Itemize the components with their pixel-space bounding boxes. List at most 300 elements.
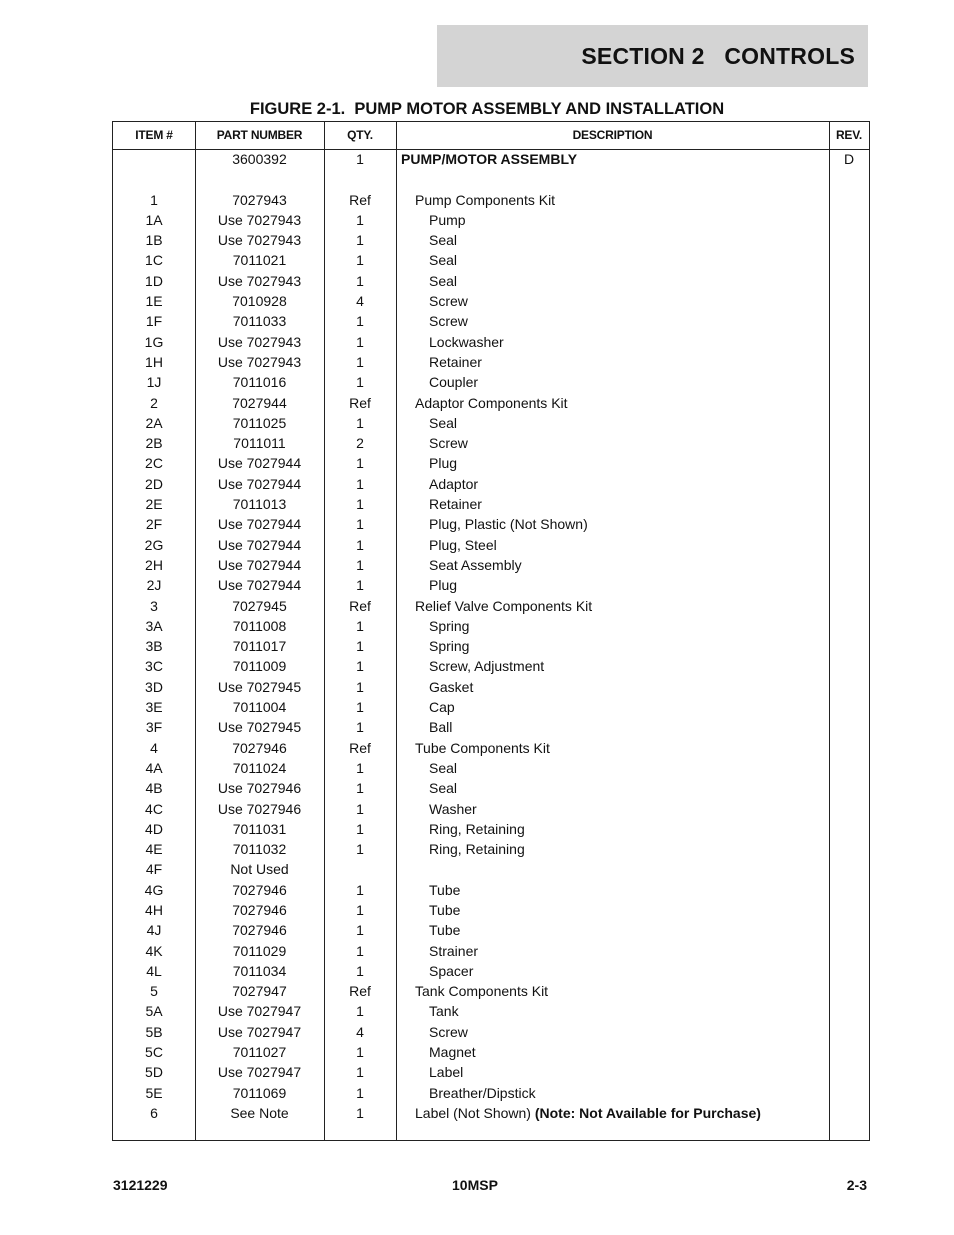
header-part-number: PART NUMBER	[216, 128, 303, 142]
revision	[829, 555, 869, 575]
description-text: Breather/Dipstick	[429, 1084, 536, 1101]
part-number: 7027947	[232, 983, 287, 1000]
header-description: DESCRIPTION	[572, 128, 653, 142]
description-text: Screw	[429, 313, 468, 330]
revision	[829, 616, 869, 636]
description-text: Retainer	[429, 496, 482, 513]
description	[401, 1001, 857, 1021]
part-number: Use 7027945	[217, 678, 302, 695]
quantity: 1	[356, 496, 364, 513]
revision	[829, 920, 869, 940]
item-number	[113, 169, 195, 189]
revision	[829, 1083, 869, 1103]
revision	[829, 981, 869, 1001]
table-row	[113, 1042, 869, 1062]
item-number: 3E	[145, 699, 163, 716]
quantity: 1	[356, 516, 364, 533]
description	[401, 271, 857, 291]
part-number: Use 7027945	[217, 719, 302, 736]
description-text: Plug	[429, 455, 458, 472]
description-text: Washer	[429, 800, 477, 817]
revision	[829, 311, 869, 331]
revision	[829, 900, 869, 920]
item-number: 4L	[146, 962, 162, 979]
revision	[829, 352, 869, 372]
table-row	[113, 250, 869, 270]
part-number: Use 7027947	[217, 1064, 302, 1081]
description	[401, 981, 843, 1001]
quantity: 1	[356, 759, 364, 776]
description	[401, 839, 857, 859]
table-row	[113, 433, 869, 453]
description	[401, 819, 857, 839]
description	[401, 332, 857, 352]
table-row	[113, 332, 869, 352]
description-text: Ring, Retaining	[429, 820, 525, 837]
revision	[829, 1062, 869, 1082]
revision	[829, 941, 869, 961]
revision	[829, 596, 869, 616]
table-row	[113, 636, 869, 656]
description-text: Seal	[429, 232, 458, 249]
quantity: 1	[356, 1003, 364, 1020]
description	[401, 738, 843, 758]
footer-model: 10MSP	[452, 1177, 498, 1193]
description	[401, 190, 843, 210]
item-number: 4K	[145, 942, 163, 959]
description-text: Gasket	[429, 678, 474, 695]
description-text: Screw	[429, 293, 468, 310]
item-number: 2F	[145, 516, 163, 533]
description-text: Pump	[429, 211, 466, 228]
description-text: Tube Components Kit	[415, 739, 550, 756]
item-number: 1J	[146, 374, 162, 391]
table-row	[113, 717, 869, 737]
table-row	[113, 1083, 869, 1103]
quantity: 1	[356, 699, 364, 716]
item-number: 4J	[146, 922, 162, 939]
revision	[829, 169, 869, 189]
part-number: 7027946	[232, 922, 287, 939]
revision	[829, 717, 869, 737]
quantity: 1	[356, 820, 364, 837]
quantity: 1	[356, 1104, 364, 1121]
quantity: 1	[356, 678, 364, 695]
item-number: 2H	[145, 556, 163, 573]
revision	[829, 250, 869, 270]
description	[401, 1083, 857, 1103]
revision	[829, 819, 869, 839]
quantity	[324, 859, 396, 879]
description-text: Seal	[429, 759, 458, 776]
table-row	[113, 961, 869, 981]
part-number: 7011033	[232, 313, 287, 330]
header-rev: REV.	[835, 128, 863, 142]
revision	[829, 799, 869, 819]
item-number: 4D	[145, 820, 163, 837]
item-number: 4H	[145, 901, 163, 918]
part-number: Use 7027944	[217, 577, 302, 594]
part-number: 7011031	[232, 820, 287, 837]
item-number: 1D	[145, 272, 163, 289]
description	[401, 250, 857, 270]
revision	[829, 1022, 869, 1042]
part-number: Use 7027944	[217, 516, 302, 533]
quantity: 1	[356, 942, 364, 959]
revision	[829, 190, 869, 210]
description	[401, 311, 857, 331]
description-text: Label (Not Shown)	[415, 1104, 535, 1121]
part-number: Use 7027944	[217, 536, 302, 553]
section-title: SECTION 2 CONTROLS	[581, 42, 855, 69]
item-number: 3C	[145, 658, 163, 675]
quantity: 4	[356, 293, 364, 310]
item-number: 4B	[145, 780, 163, 797]
table-row	[113, 596, 869, 616]
item-number: 3	[150, 597, 158, 614]
revision	[829, 697, 869, 717]
description-text: Strainer	[429, 942, 479, 959]
part-number: 7027945	[232, 597, 287, 614]
item-number: 3F	[145, 719, 163, 736]
quantity: 1	[356, 1064, 364, 1081]
table-row	[113, 981, 869, 1001]
description-text: Plug, Plastic (Not Shown)	[429, 516, 588, 533]
quantity: 1	[356, 272, 364, 289]
revision	[829, 656, 869, 676]
table-row	[113, 535, 869, 555]
table-row	[113, 453, 869, 473]
header-item: ITEM #	[135, 128, 173, 142]
description-text: Label	[429, 1064, 464, 1081]
table-row	[113, 169, 869, 189]
quantity: Ref	[349, 394, 371, 411]
part-number: 7011016	[232, 374, 287, 391]
description-text: Plug	[429, 577, 458, 594]
part-number	[195, 169, 324, 189]
description-text: Tank	[429, 1003, 459, 1020]
description-text: Cap	[429, 699, 455, 716]
revision	[829, 1001, 869, 1021]
revision	[829, 413, 869, 433]
description	[401, 778, 857, 798]
description-text: Retainer	[429, 353, 482, 370]
revision	[829, 859, 869, 879]
item-number: 2J	[146, 577, 162, 594]
quantity: 1	[356, 638, 364, 655]
item-number: 3A	[145, 617, 163, 634]
description-text: Ball	[429, 719, 453, 736]
description	[401, 1062, 857, 1082]
part-number: Use 7027944	[217, 556, 302, 573]
quantity: 2	[356, 435, 364, 452]
quantity: 1	[356, 374, 364, 391]
part-number: 7011017	[232, 638, 287, 655]
table-row	[113, 311, 869, 331]
quantity: 1	[356, 313, 364, 330]
part-number: 7027943	[232, 191, 287, 208]
table-row	[113, 372, 869, 392]
quantity: Ref	[349, 597, 371, 614]
description	[401, 575, 857, 595]
item-number: 2	[150, 394, 158, 411]
table-row	[113, 210, 869, 230]
description-text: Magnet	[429, 1044, 476, 1061]
quantity: 1	[356, 1084, 364, 1101]
description	[401, 677, 857, 697]
description	[401, 1042, 857, 1062]
revision	[829, 433, 869, 453]
revision	[829, 210, 869, 230]
part-number: 7011011	[233, 435, 286, 452]
table-row	[113, 1062, 869, 1082]
quantity: 1	[356, 962, 364, 979]
table-row	[113, 738, 869, 758]
item-number: 1B	[145, 232, 163, 249]
table-row	[113, 149, 869, 169]
table-row	[113, 271, 869, 291]
quantity: 1	[356, 800, 364, 817]
part-number: Use 7027944	[217, 455, 302, 472]
part-number: Use 7027943	[217, 232, 302, 249]
table-row	[113, 575, 869, 595]
part-number: 7011025	[232, 414, 287, 431]
description-text: Tank Components Kit	[415, 983, 549, 1000]
table-row	[113, 656, 869, 676]
description-text: Seal	[429, 414, 458, 431]
table-row	[113, 474, 869, 494]
revision	[829, 636, 869, 656]
description-text: Ring, Retaining	[429, 841, 525, 858]
revision	[829, 514, 869, 534]
description	[401, 149, 829, 169]
item-number: 1H	[145, 353, 163, 370]
part-number: 7027946	[232, 901, 287, 918]
revision	[829, 738, 869, 758]
revision	[829, 494, 869, 514]
table-row	[113, 941, 869, 961]
item-number: 4C	[145, 800, 163, 817]
quantity: 1	[356, 577, 364, 594]
revision	[829, 271, 869, 291]
quantity: Ref	[349, 983, 371, 1000]
description	[401, 413, 857, 433]
part-number: 7011021	[232, 252, 287, 269]
table-row	[113, 677, 869, 697]
description	[401, 799, 857, 819]
part-number: 7027944	[232, 394, 287, 411]
item-number: 5A	[145, 1003, 163, 1020]
item-number: 5C	[145, 1044, 163, 1061]
revision	[829, 778, 869, 798]
description-text: Screw	[429, 1023, 468, 1040]
part-number: Use 7027946	[217, 800, 302, 817]
table-row	[113, 839, 869, 859]
description	[401, 859, 857, 879]
table-row	[113, 697, 869, 717]
item-number: 5B	[145, 1023, 163, 1040]
description	[401, 717, 857, 737]
part-number: 7011013	[232, 496, 287, 513]
quantity: 1	[356, 841, 364, 858]
description-text: Screw, Adjustment	[429, 658, 545, 675]
part-number: 7011009	[232, 658, 287, 675]
item-number: 2D	[145, 475, 163, 492]
item-number: 2C	[145, 455, 163, 472]
part-number: Not Used	[230, 861, 289, 878]
part-number: 7011008	[232, 617, 287, 634]
description	[401, 230, 857, 250]
description	[401, 169, 829, 189]
item-number: 2G	[144, 536, 164, 553]
quantity: Ref	[349, 191, 371, 208]
footer-doc-number: 3121229	[113, 1177, 168, 1193]
description-text: Coupler	[429, 374, 479, 391]
item-number: 5	[150, 983, 158, 1000]
part-number: Use 7027944	[217, 475, 302, 492]
part-number: 7011029	[232, 942, 287, 959]
revision: D	[843, 151, 855, 167]
table-row	[113, 758, 869, 778]
part-number: Use 7027946	[217, 780, 302, 797]
description	[401, 453, 857, 473]
quantity: 1	[356, 252, 364, 269]
item-number	[113, 149, 195, 169]
description	[401, 961, 857, 981]
description	[401, 555, 857, 575]
item-number: 2B	[145, 435, 163, 452]
revision	[829, 677, 869, 697]
quantity: 1	[356, 333, 364, 350]
description	[401, 210, 857, 230]
quantity: 1	[356, 719, 364, 736]
item-number: 1	[150, 191, 158, 208]
quantity: 1	[356, 232, 364, 249]
table-row	[113, 819, 869, 839]
description-text: Tube	[429, 901, 461, 918]
description-text: Spring	[429, 617, 470, 634]
part-number: Use 7027943	[217, 333, 302, 350]
revision	[829, 230, 869, 250]
description-text: Spring	[429, 638, 470, 655]
item-number: 3B	[145, 638, 163, 655]
table-row	[113, 859, 869, 879]
part-number: See Note	[230, 1104, 289, 1121]
description	[401, 616, 857, 636]
item-number: 5D	[145, 1064, 163, 1081]
figure-title: FIGURE 2-1. PUMP MOTOR ASSEMBLY AND INSTALLATION	[249, 100, 725, 118]
revision	[829, 839, 869, 859]
quantity: 1	[356, 658, 364, 675]
quantity: 1	[356, 414, 364, 431]
revision	[829, 961, 869, 981]
revision	[829, 535, 869, 555]
part-number: 7011032	[232, 841, 287, 858]
description	[401, 880, 857, 900]
section-header	[437, 25, 868, 87]
table-row	[113, 514, 869, 534]
part-number: 7011027	[232, 1044, 287, 1061]
part-number: Use 7027947	[217, 1023, 302, 1040]
part-number: 7011024	[232, 759, 287, 776]
table-row	[113, 230, 869, 250]
table-row	[113, 494, 869, 514]
description-note: (Note: Not Available for Purchase)	[534, 1104, 761, 1121]
item-number: 5E	[145, 1084, 163, 1101]
description	[401, 433, 857, 453]
description-text: Lockwasher	[429, 333, 504, 350]
description	[401, 697, 857, 717]
description-text: Relief Valve Components Kit	[415, 597, 593, 614]
footer-page-number: 2-3	[846, 1177, 867, 1193]
quantity: 1	[356, 536, 364, 553]
revision	[829, 453, 869, 473]
quantity: 1	[356, 556, 364, 573]
parts-table	[112, 121, 870, 1141]
item-number: 1G	[144, 333, 164, 350]
quantity: 1	[356, 881, 364, 898]
description	[401, 291, 857, 311]
table-row	[113, 555, 869, 575]
revision	[829, 758, 869, 778]
item-number: 4E	[145, 841, 163, 858]
description	[401, 900, 857, 920]
description	[401, 535, 857, 555]
item-number: 1E	[145, 293, 163, 310]
item-number: 2A	[145, 414, 163, 431]
description	[401, 596, 843, 616]
description-text: Adaptor	[429, 475, 479, 492]
table-row	[113, 1001, 869, 1021]
quantity: 1	[356, 475, 364, 492]
revision	[829, 575, 869, 595]
part-number: 7027946	[232, 881, 287, 898]
part-number: Use 7027943	[217, 272, 302, 289]
table-body	[113, 149, 869, 1123]
table-row	[113, 778, 869, 798]
quantity: 1	[356, 353, 364, 370]
quantity	[324, 169, 396, 189]
description	[401, 372, 857, 392]
part-number: Use 7027947	[217, 1003, 302, 1020]
description	[401, 494, 857, 514]
part-number: 7011004	[232, 699, 287, 716]
item-number: 3D	[145, 678, 163, 695]
revision	[829, 1042, 869, 1062]
description	[401, 656, 857, 676]
description-text: Seal	[429, 252, 458, 269]
item-number: 6	[150, 1104, 158, 1121]
description-text: Spacer	[429, 962, 474, 979]
item-number: 4F	[145, 861, 163, 878]
quantity: 1	[356, 901, 364, 918]
description-text: Adaptor Components Kit	[415, 394, 568, 411]
table-row	[113, 291, 869, 311]
description-text: Pump Components Kit	[415, 191, 556, 208]
table-row	[113, 880, 869, 900]
description-text: Screw	[429, 435, 468, 452]
part-number: Use 7027943	[217, 211, 302, 228]
quantity: Ref	[349, 739, 371, 756]
description-text: Seat Assembly	[429, 556, 522, 573]
table-row	[113, 352, 869, 372]
table-row	[113, 616, 869, 636]
revision	[829, 332, 869, 352]
description-text: PUMP/MOTOR ASSEMBLY	[401, 151, 578, 167]
table-row	[113, 190, 869, 210]
item-number: 2E	[145, 496, 163, 513]
revision	[829, 291, 869, 311]
